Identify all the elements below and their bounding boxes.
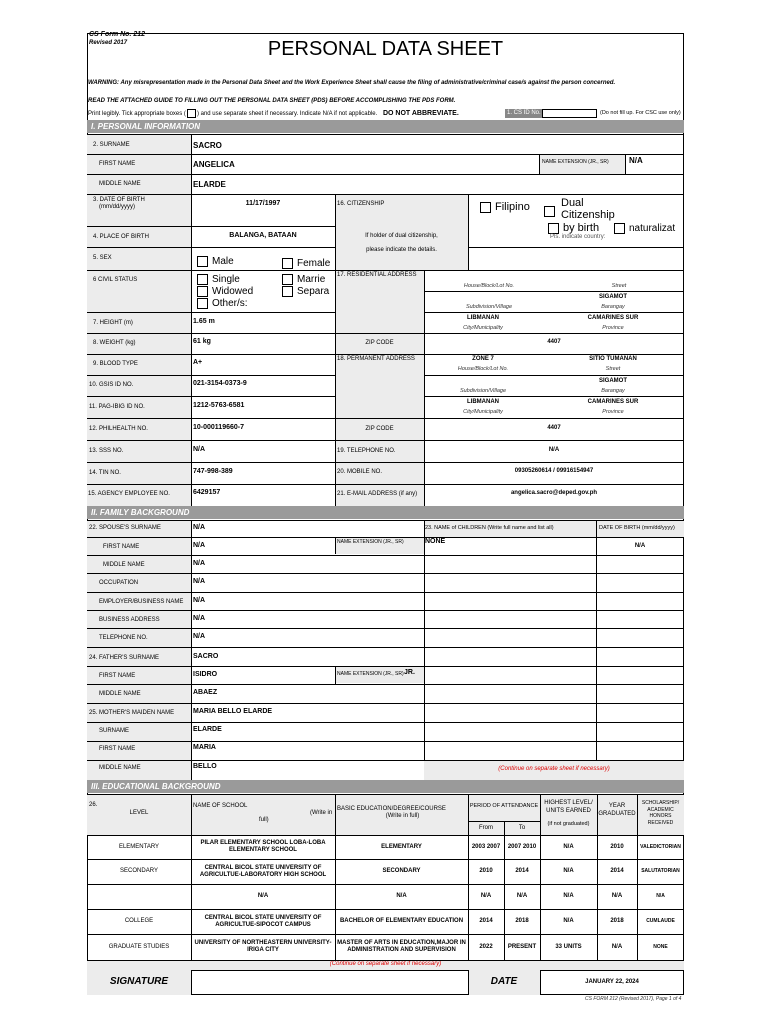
spouse-middle-value[interactable]: N/A: [193, 560, 206, 567]
height-label: 7. HEIGHT (m): [93, 320, 133, 326]
edu-course[interactable]: ELEMENTARY: [381, 843, 422, 850]
citizenship-note1: If holder of dual citizenship,: [365, 233, 438, 239]
edu-year[interactable]: N/A: [611, 943, 623, 950]
filipino-checkbox[interactable]: [480, 202, 491, 213]
edu-from[interactable]: 2010: [479, 868, 493, 874]
edu-to[interactable]: 2007 2010: [507, 843, 537, 850]
spouse-ext-label: NAME EXTENSION (JR., SR): [337, 539, 404, 545]
sss-value[interactable]: N/A: [193, 446, 206, 453]
telephone-value[interactable]: N/A: [548, 447, 560, 453]
edu-level-header: LEVEL: [129, 810, 149, 816]
dob-value[interactable]: 11/17/1997: [245, 200, 281, 207]
edu-honors[interactable]: CUMLAUDE: [646, 918, 675, 924]
naturalization-checkbox[interactable]: [614, 223, 625, 234]
edu-year[interactable]: 2018: [610, 918, 624, 924]
occupation-label: OCCUPATION: [99, 580, 139, 586]
edu-year[interactable]: N/A: [611, 893, 623, 899]
pagibig-value[interactable]: 1212-5763-6581: [193, 402, 245, 409]
edu-level: COLLEGE: [124, 918, 154, 924]
signature-field[interactable]: [192, 971, 467, 994]
citizenship-note2: please indicate the details.: [366, 247, 437, 253]
gsis-label: 10. GSIS ID NO.: [89, 382, 134, 388]
edu-year-header: YEAR GRADUATED: [598, 803, 636, 817]
married-option[interactable]: [282, 274, 329, 286]
spouse-middle-label: MIDDLE NAME: [103, 562, 145, 568]
dob-label: 3. DATE OF BIRTH: [93, 197, 145, 203]
dual-checkbox[interactable]: [544, 206, 555, 217]
edu-level: GRADUATE STUDIES: [108, 943, 170, 950]
female-option[interactable]: [282, 258, 330, 269]
perm-street-value[interactable]: SITIO TUMANAN: [589, 356, 637, 362]
edu-to[interactable]: N/A: [516, 893, 528, 899]
children-value[interactable]: NONE: [425, 538, 446, 545]
perm-subdiv-sub: Subdivision/Village: [459, 388, 507, 394]
perm-barangay-value[interactable]: SIGAMOT: [599, 378, 627, 384]
edu-course[interactable]: N/A: [396, 893, 407, 899]
telephone-label: 19. TELEPHONE NO.: [337, 448, 396, 454]
perm-province-value[interactable]: CAMARINES SUR: [587, 399, 639, 405]
edu-course[interactable]: MASTER OF ARTS IN EDUCATION,MAJOR IN ADMINISTRATION AND SUPERVISION: [337, 940, 466, 953]
email-value[interactable]: angelica.sacro@deped.gov.ph: [510, 490, 598, 496]
res-zip-label: ZIP CODE: [365, 340, 394, 346]
mother-maiden-value[interactable]: MARIA BELLO ELARDE: [193, 708, 273, 715]
business-address-value[interactable]: N/A: [193, 615, 206, 622]
father-first-label: FIRST NAME: [99, 673, 136, 679]
sex-label: 5. SEX: [93, 255, 112, 261]
employer-value[interactable]: N/A: [193, 597, 206, 604]
single-option[interactable]: [197, 274, 253, 286]
edu-level: ELEMENTARY: [118, 843, 160, 850]
gsis-value[interactable]: 021-3154-0373-9: [193, 380, 247, 387]
single-label: Single: [212, 274, 240, 286]
page-title: PERSONAL DATA SHEET: [267, 38, 504, 60]
spouse-surname-value[interactable]: N/A: [193, 524, 206, 531]
edu-course[interactable]: BACHELOR OF ELEMENTARY EDUCATION: [339, 918, 464, 924]
edu-school[interactable]: PILAR ELEMENTARY SCHOOL LOBA-LOBA ELEMENTARY SCHOOL: [200, 840, 326, 853]
edu-units-header2: (if not graduated): [547, 821, 590, 827]
blood-type-label: 9. BLOOD TYPE: [93, 361, 138, 367]
edu-honors-header: SCHOLARSHIP/ ACADEMIC HONORS RECEIVED: [641, 800, 680, 826]
widowed-checkbox[interactable]: [197, 286, 208, 297]
edu-from[interactable]: 2003 2007: [471, 843, 501, 850]
by-birth-checkbox[interactable]: [548, 223, 559, 234]
name-ext-value[interactable]: N/A: [629, 156, 643, 165]
perm-street-sub: Street: [605, 366, 621, 372]
mother-first-label: FIRST NAME: [99, 746, 136, 752]
res-house-sub: House/Block/Lot No.: [463, 283, 515, 289]
agency-value[interactable]: 6429157: [193, 489, 221, 496]
employer-label: EMPLOYER/BUSINESS NAME: [99, 599, 184, 605]
business-address-label: BUSINESS ADDRESS: [99, 617, 160, 623]
philhealth-label: 12. PHILHEALTH NO.: [89, 426, 148, 432]
country-note: Pls. indicate country:: [550, 234, 606, 240]
weight-value[interactable]: 61 kg: [193, 338, 211, 345]
father-surname-value[interactable]: SACRO: [193, 653, 219, 660]
married-label: Marrie: [297, 274, 326, 286]
spouse-surname-label: 22. SPOUSE'S SURNAME: [89, 525, 161, 531]
edu-honors[interactable]: VALEDICTORIAN: [640, 843, 681, 850]
spouse-telephone-value[interactable]: N/A: [193, 633, 206, 640]
spouse-telephone-label: TELEPHONE NO.: [99, 635, 148, 641]
first-name-value[interactable]: ANGELICA: [193, 160, 235, 169]
naturalization-label: naturalizat: [629, 223, 676, 235]
spouse-first-label: FIRST NAME: [103, 544, 140, 550]
citizenship-label: 16. CITIZENSHIP: [337, 201, 385, 207]
edu-from-header: From: [479, 825, 493, 831]
edu-school[interactable]: N/A: [257, 893, 269, 899]
edu-units[interactable]: 33 UNITS: [555, 943, 582, 950]
res-subdiv-sub: Subdivision/Village: [465, 304, 513, 310]
edu-units[interactable]: N/A: [563, 843, 574, 850]
weight-label: 8. WEIGHT (kg): [93, 340, 136, 346]
children-label: 23. NAME of CHILDREN (Write full name and list all): [425, 525, 554, 531]
perm-zip-value[interactable]: 4407: [547, 425, 561, 431]
male-label: Male: [212, 256, 234, 268]
edu-school[interactable]: UNIVERSITY OF NORTHEASTERN UNIVERSITY- IRIGA CITY: [194, 940, 332, 953]
by-birth-option[interactable]: [548, 222, 599, 234]
cs-id-label: 1. CS ID No.: [505, 109, 543, 118]
father-middle-label: MIDDLE NAME: [99, 691, 141, 697]
male-option[interactable]: [197, 256, 234, 267]
height-value[interactable]: 1.65 m: [193, 318, 215, 325]
dual-label: [561, 197, 615, 221]
edu-to[interactable]: 2018: [515, 918, 529, 924]
section-education: III. EDUCATIONAL BACKGROUND: [87, 780, 684, 793]
edu-to[interactable]: PRESENT: [507, 943, 537, 950]
civil-status-right[interactable]: [282, 274, 329, 298]
single-checkbox[interactable]: [197, 274, 208, 285]
others-label: Other/s:: [212, 298, 248, 310]
res-address-label: 17. RESIDENTIAL ADDRESS: [337, 272, 417, 278]
mother-surname-label: SURNAME: [99, 728, 130, 734]
first-name-label: FIRST NAME: [99, 161, 136, 167]
res-barangay-sub: Barangay: [601, 304, 625, 310]
tin-label: 14. TIN NO.: [89, 470, 121, 476]
dob-format: (mm/dd/yyyy): [99, 204, 135, 210]
edu-honors[interactable]: NONE: [653, 943, 668, 950]
edu-from[interactable]: 2022: [479, 943, 493, 950]
tin-value[interactable]: 747-998-389: [193, 468, 233, 475]
edu-year[interactable]: 2014: [610, 868, 624, 874]
widowed-label: Widowed: [212, 286, 254, 298]
res-city-value[interactable]: LIBMANAN: [467, 315, 499, 321]
filipino-label: Filipino: [495, 201, 530, 213]
warning-text: WARNING: Any misrepresentation made in the Personal Data Sheet and the Work Experience Sheet shall cause the filing of administrative/criminal case/s against the person concerned.: [88, 80, 616, 86]
edu-units[interactable]: N/A: [563, 918, 574, 924]
date-value[interactable]: JANUARY 22, 2024: [585, 979, 639, 985]
separated-option[interactable]: [282, 286, 329, 298]
father-ext-value[interactable]: JR.: [404, 669, 415, 676]
perm-house-sub: House/Block/Lot No.: [457, 366, 509, 372]
csc-only-note: (Do not fill up. For CSC use only): [600, 110, 681, 116]
edu-period-header: PERIOD OF ATTENDANCE: [469, 803, 539, 809]
children-dob-value[interactable]: N/A: [634, 543, 646, 549]
surname-label: 2. SURNAME: [93, 142, 130, 148]
no-abbreviate: DO NOT ABBREVIATE.: [382, 110, 459, 118]
mother-surname-value[interactable]: ELARDE: [193, 726, 222, 733]
mother-middle-value[interactable]: BELLO: [193, 763, 217, 770]
edu-num: 26.: [89, 802, 98, 808]
res-zip-value[interactable]: 4407: [547, 339, 561, 345]
female-label: Female: [297, 258, 331, 270]
blood-type-value[interactable]: A+: [193, 359, 203, 366]
edu-units[interactable]: N/A: [563, 868, 574, 874]
perm-address-label: 18. PERMANENT ADDRESS: [337, 356, 415, 362]
edu-course[interactable]: SECONDARY: [382, 868, 421, 874]
philhealth-value[interactable]: 10-000119660-7: [193, 424, 244, 431]
edu-level: [87, 884, 191, 909]
middle-name-label: MIDDLE NAME: [99, 181, 141, 187]
surname-value[interactable]: SACRO: [193, 141, 222, 150]
civil-status-label: 6 CIVIL STATUS: [93, 277, 138, 283]
edu-school-header2: (Write in: [310, 810, 333, 816]
separated-label: Separa: [297, 286, 330, 298]
edu-school[interactable]: CENTRAL BICOL STATE UNIVERSITY OF AGRICULTUE-SIPOCOT CAMPUS: [204, 914, 322, 928]
edu-school-header: NAME OF SCHOOL: [193, 803, 248, 809]
edu-honors[interactable]: SALUTATORIAN: [641, 868, 680, 874]
date-label: DATE: [490, 976, 518, 987]
female-checkbox[interactable]: [282, 258, 293, 269]
dual-label-2: Citizenship: [561, 209, 615, 221]
section-family: II. FAMILY BACKGROUND: [87, 506, 684, 519]
email-label: 21. E-MAIL ADDRESS (if any): [337, 491, 418, 497]
perm-zip-label: ZIP CODE: [365, 426, 394, 432]
mother-middle-label: MIDDLE NAME: [99, 765, 141, 771]
mother-first-value[interactable]: MARIA: [193, 744, 216, 751]
widowed-option[interactable]: [197, 286, 253, 298]
perm-house-value[interactable]: ZONE 7: [472, 356, 494, 362]
edu-to-header: To: [518, 825, 526, 831]
edu-level: SECONDARY: [120, 868, 158, 874]
footer-note: CS FORM 212 (Revised 2017), Page 1 of 4: [585, 996, 682, 1002]
separated-checkbox[interactable]: [282, 286, 293, 297]
father-middle-value[interactable]: ABAEZ: [193, 689, 218, 696]
dual-checkbox-wrap[interactable]: [544, 203, 559, 221]
res-province-value[interactable]: CAMARINES SUR: [587, 315, 639, 321]
edu-continue-note: (Continue on separate sheet if necessary): [329, 961, 442, 967]
print-note-a: Print legibly. Tick appropriate boxes (: [88, 111, 186, 118]
name-ext-label: NAME EXTENSION (JR., SR): [542, 159, 609, 165]
sss-label: 13. SSS NO.: [89, 448, 124, 454]
naturalization-option[interactable]: [614, 223, 675, 234]
res-barangay-value[interactable]: SIGAMOT: [599, 294, 627, 300]
edu-year[interactable]: 2010: [610, 843, 624, 850]
form-revised: Revised 2017: [89, 40, 128, 46]
edu-from[interactable]: 2014: [479, 918, 493, 924]
res-street-sub: Street: [611, 283, 627, 289]
perm-city-sub: City/Municipality: [463, 409, 503, 415]
male-checkbox[interactable]: [197, 256, 208, 267]
children-dob-label: DATE OF BIRTH (mm/dd/yyyy): [599, 525, 675, 531]
mobile-label: 20. MOBILE NO.: [337, 469, 383, 475]
occupation-value[interactable]: N/A: [193, 578, 206, 585]
others-checkbox[interactable]: [197, 298, 208, 309]
res-city-sub: City/Municipality: [463, 325, 503, 331]
edu-units[interactable]: N/A: [563, 893, 574, 899]
filipino-option[interactable]: [480, 201, 530, 213]
signature-label: SIGNATURE: [109, 976, 169, 987]
perm-city-value[interactable]: LIBMANAN: [467, 399, 499, 405]
edu-honors[interactable]: N/A: [656, 893, 665, 899]
edu-to[interactable]: 2014: [515, 868, 529, 874]
form-code: CS Form No. 212: [89, 31, 146, 38]
others-option[interactable]: [197, 298, 253, 310]
mobile-value[interactable]: 09305260614 / 09916154947: [514, 468, 594, 474]
edu-school-header3: full): [259, 817, 269, 823]
spouse-first-value[interactable]: N/A: [193, 542, 206, 549]
edu-course-header2: (Write in full): [385, 813, 420, 819]
family-continue-note: (Continue on separate sheet if necessary): [498, 766, 610, 772]
edu-units-header: HIGHEST LEVEL/ UNITS EARNED: [544, 800, 593, 814]
edu-course-header: BASIC EDUCATION/DEGREE/COURSE: [337, 806, 446, 812]
dual-label-1: Dual: [561, 197, 584, 209]
section-personal: I. PERSONAL INFORMATION: [87, 120, 684, 133]
father-surname-label: 24. FATHER'S SURNAME: [89, 655, 160, 661]
pob-value[interactable]: BALANGA, BATAAN: [229, 232, 297, 239]
res-province-sub: Province: [602, 325, 624, 331]
civil-status-left[interactable]: [197, 274, 253, 310]
pagibig-label: 11. PAG-IBIG ID NO.: [89, 404, 145, 410]
mother-maiden-label: 25. MOTHER'S MAIDEN NAME: [89, 710, 175, 716]
married-checkbox[interactable]: [282, 274, 293, 285]
print-note-b: ) and use separate sheet if necessary. Indicate N/A if not applicable.: [196, 111, 378, 118]
perm-province-sub: Province: [602, 409, 624, 415]
by-birth-label: by birth: [563, 222, 600, 234]
perm-barangay-sub: Barangay: [601, 388, 625, 394]
middle-name-value[interactable]: ELARDE: [193, 180, 226, 189]
edu-school[interactable]: CENTRAL BICOL STATE UNIVERSITY OF AGRICULTUE-LABORATORY HIGH SCHOOL: [199, 864, 327, 878]
pob-label: 4. PLACE OF BIRTH: [93, 234, 149, 240]
father-first-value[interactable]: ISIDRO: [193, 671, 218, 678]
edu-from[interactable]: N/A: [480, 893, 492, 899]
read-guide-text: READ THE ATTACHED GUIDE TO FILLING OUT THE PERSONAL DATA SHEET (PDS) BEFORE ACCOMPLISHING THE PDS FORM.: [88, 98, 456, 104]
father-ext-label: NAME EXTENSION (JR., SR): [337, 671, 404, 677]
agency-label: 15. AGENCY EMPLOYEE NO.: [88, 491, 170, 497]
